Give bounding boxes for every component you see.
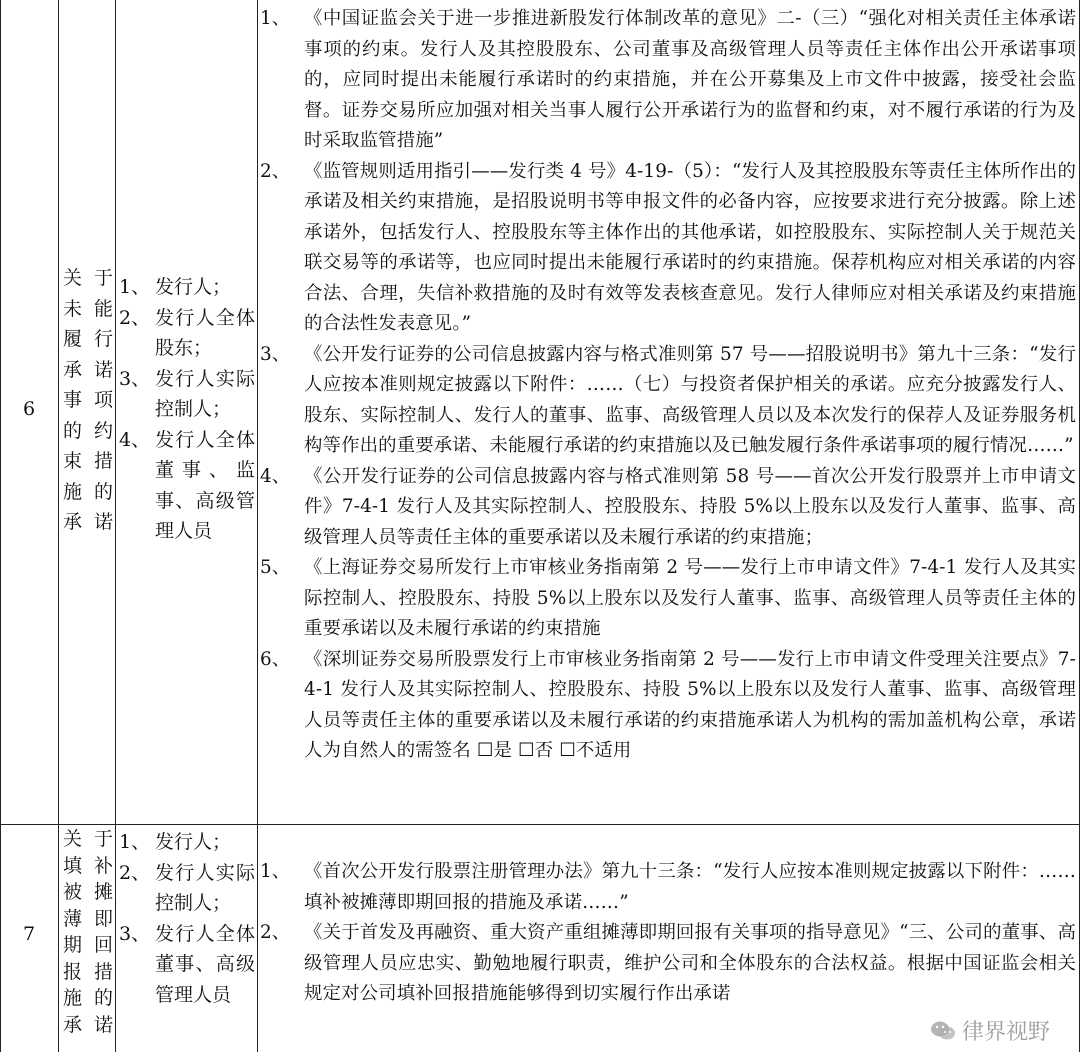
commitment-title: 关于 填补 被摊 薄即 期回 报措 施的 承诺 (63, 828, 113, 1036)
list-item: 6、 《深圳证券交易所股票发行上市审核业务指南第 2 号——发行上市申请文件受理关注要点》7-4-1 发行人及其实际控制人、控股股东、持股 5%以上股东以及发行人董事、监事、高级管理人员等责任主体的重要承诺以及未履行承诺的约束措施承诺人为机构的需加盖机构公章，承诺人为自然人的需签名 ☐是 ☐否 ☐不适用 (260, 648, 1076, 761)
list-item: 4、 发行人全体董事、监事、高级管理人员 (119, 428, 255, 542)
list-item: 4、 《公开发行证券的公司信息披露内容与格式准则第 58 号——首次公开发行股票并上市申请文件》7-4-1 发行人及其实际控制人、控股股东、持股 5%以上股东以及发行人董事、监事、高级管理人员等责任主体的重要承诺以及未履行承诺的约束措施； (260, 465, 1076, 548)
table-row (0, 825, 1080, 1052)
list-item: 1、 发行人； (119, 831, 232, 853)
list-item: 2、 发行人实际控制人； (119, 861, 255, 914)
watermark (930, 1015, 1050, 1046)
list-item: 2、 《监管规则适用指引——发行类 4 号》4-19-（5）：“发行人及其控股股东等责任主体所作出的承诺及相关约束措施，是招股说明书等申报文件的必备内容，应按要求进行充分披露。除上述承诺外，包括发行人、控股股东等主体作出的其他承诺，如控股股东、实际控制人关于规范关联交易等的承诺等，也应同时提出未能履行承诺时的约束措施。保荐机构应对相关承诺的内容合法、合理，失信补救措施的及时有效等发表核查意见。发行人律师应对相关承诺及约束措施的合法性发表意见。” (260, 160, 1076, 334)
list-item: 2、 发行人全体股东； (119, 306, 255, 359)
list-item: 1、 《中国证监会关于进一步推进新股发行体制改革的意见》二-（三）“强化对相关责任主体承诺事项的约束。发行人及其控股股东、公司董事及高级管理人员等责任主体作出公开承诺事项的，应同时提出未能履行承诺时的约束措施，并在公开募集及上市文件中披露，接受社会监督。证券交易所应加强对相关当事人履行公开承诺行为的监督和约束，对不履行承诺的行为及时采取监管措施” (260, 8, 1076, 151)
commitment-subjects (119, 827, 255, 1010)
legal-basis (260, 857, 1076, 1010)
list-item: 5、 《上海证券交易所发行上市审核业务指南第 2 号——发行上市申请文件》7-4-1 发行人及其实际控制人、控股股东、持股 5%以上股东以及发行人董事、监事、高级管理人员等责任主体的重要承诺以及未履行承诺的约束措施 (260, 557, 1076, 639)
row-number: 7 (22, 923, 36, 945)
list-item: 3、 《公开发行证券的公司信息披露内容与格式准则第 57 号——招股说明书》第九十三条：“发行人应按本准则规定披露以下附件：……（七）与投资者保护相关的承诺。应充分披露发行人、股东、实际控制人、发行人的董事、监事、高级管理人员以及本次发行的保荐人及证券服务机构等作出的重要承诺、未能履行承诺的约束措施以及已触发履行条件承诺事项的履行情况……” (260, 343, 1076, 456)
watermark-text: 律界视野 (961, 1020, 1050, 1045)
commitment-title: 关于 未能 履行 承诺 事项 的约 束措 施的 承诺 (63, 267, 113, 533)
list-item: 2、 《关于首发及再融资、重大资产重组摊薄即期回报有关事项的指导意见》“三、公司的董事、高级管理人员应忠实、勤勉地履行职责，维护公司和全体股东的合法权益。根据中国证监会相关规定对公司填补回报措施能够得到切实履行作出承诺 (260, 922, 1076, 1004)
list-item: 3、 发行人全体董事、高级管理人员 (119, 922, 255, 1006)
commitment-subjects (119, 272, 255, 547)
list-item: 3、 发行人实际控制人； (119, 367, 255, 420)
legal-basis (260, 4, 1076, 767)
wechat-icon (930, 1020, 956, 1042)
list-item: 1、 发行人； (119, 276, 232, 298)
list-item: 1、 《首次公开发行股票注册管理办法》第九十三条：“发行人应按本准则规定披露以下附件：……填补被摊薄即期回报的措施及承诺……” (260, 861, 1076, 913)
row-number: 6 (22, 398, 36, 420)
